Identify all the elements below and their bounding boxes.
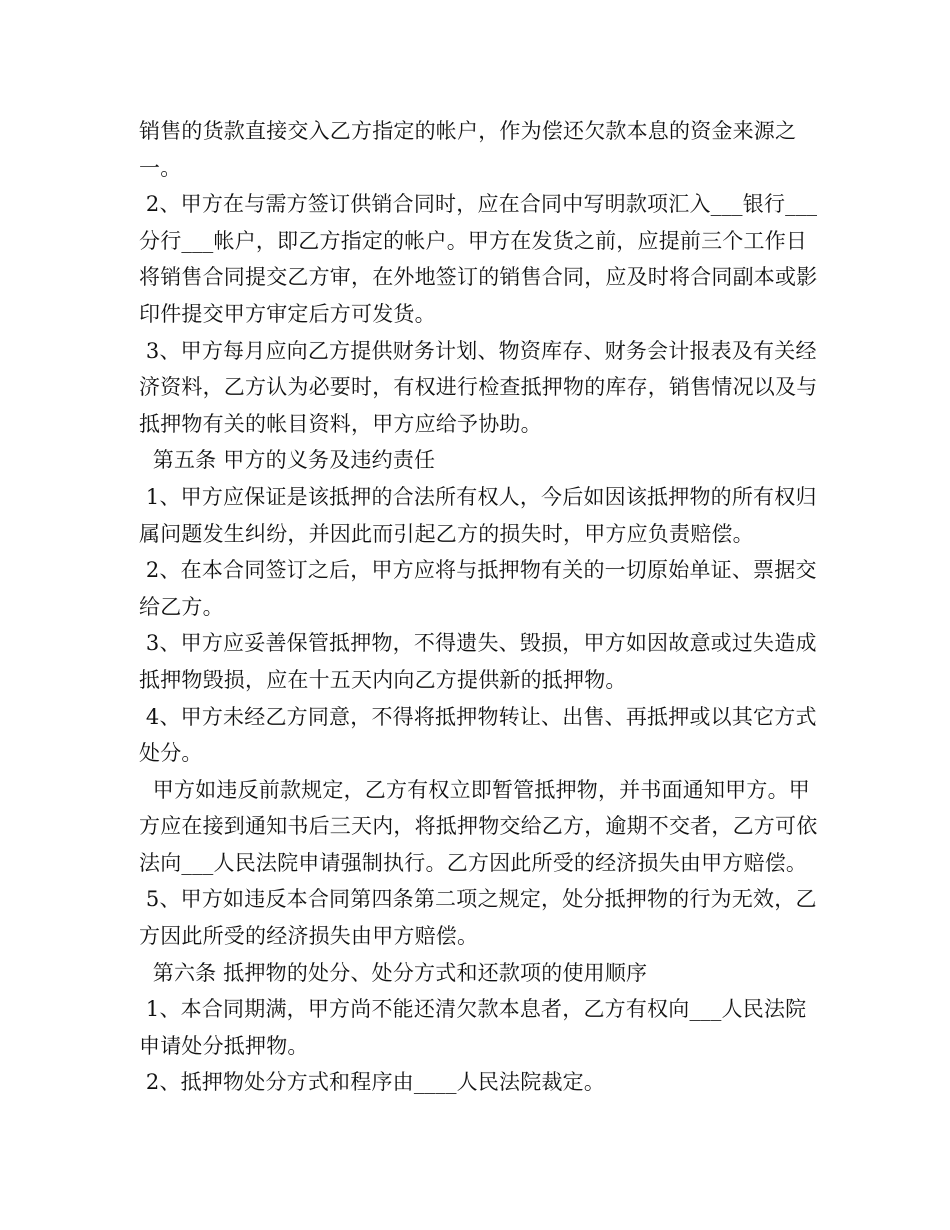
paragraph-clause-5-1: 1、甲方应保证是该抵押的合法所有权人，今后如因该抵押物的所有权归属问题发生纠纷，并因此而引起乙方的损失时，甲方应负责赔偿。 — [139, 484, 817, 546]
heading-article-5: 第五条 甲方的义务及违约责任 — [139, 448, 436, 473]
paragraph-clause-5-3: 3、甲方应妥善保管抵押物，不得遗失、毁损，甲方如因故意或过失造成抵押物毁损，应在十五天内向乙方提供新的抵押物。 — [139, 631, 817, 692]
paragraph-continuation: 销售的货款直接交入乙方指定的帐户，作为偿还欠款本息的资金来源之一。 — [139, 119, 797, 180]
paragraph-clause-5-5: 5、甲方如违反本合同第四条第二项之规定，处分抵押物的行为无效，乙方因此所受的经济损失由甲方赔偿。 — [139, 887, 817, 949]
paragraph-clause-5-2: 2、在本合同签订之后，甲方应将与抵押物有关的一切原始单证、票据交给乙方。 — [139, 558, 817, 619]
paragraph-clause-5-4-continued: 甲方如违反前款规定，乙方有权立即暂管抵押物，并书面通知甲方。甲方应在接到通知书后三天内，将抵押物交给乙方，逾期不交者，乙方可依法向___人民法院申请强制执行。乙方因此所受的经济损失由甲方赔偿。 — [139, 777, 818, 875]
paragraph-clause-5-4: 4、甲方未经乙方同意，不得将抵押物转让、出售、再抵押或以其它方式处分。 — [139, 704, 817, 766]
paragraph-clause-4-3: 3、甲方每月应向乙方提供财务计划、物资库存、财务会计报表及有关经济资料，乙方认为必要时，有权进行检查抵押物的库存，销售情况以及与抵押物有关的帐目资料，甲方应给予协助。 — [139, 338, 818, 436]
paragraph-clause-4-2: 2、甲方在与需方签订供销合同时，应在合同中写明款项汇入___银行___分行___帐户，即乙方指定的帐户。甲方在发货之前，应提前三个工作日将销售合同提交乙方审，在外地签订的销售合同，应及时将合同副本或影印件提交甲方审定后方可发货。 — [139, 192, 818, 326]
paragraph-clause-6-2: 2、抵押物处分方式和程序由____人民法院裁定。 — [139, 1070, 606, 1095]
paragraph-clause-6-1: 1、本合同期满，甲方尚不能还清欠款本息者，乙方有权向___人民法院申请处分抵押物。 — [139, 997, 807, 1058]
document-body — [139, 113, 819, 1101]
heading-article-6: 第六条 抵押物的处分、处分方式和还款项的使用顺序 — [139, 960, 648, 985]
